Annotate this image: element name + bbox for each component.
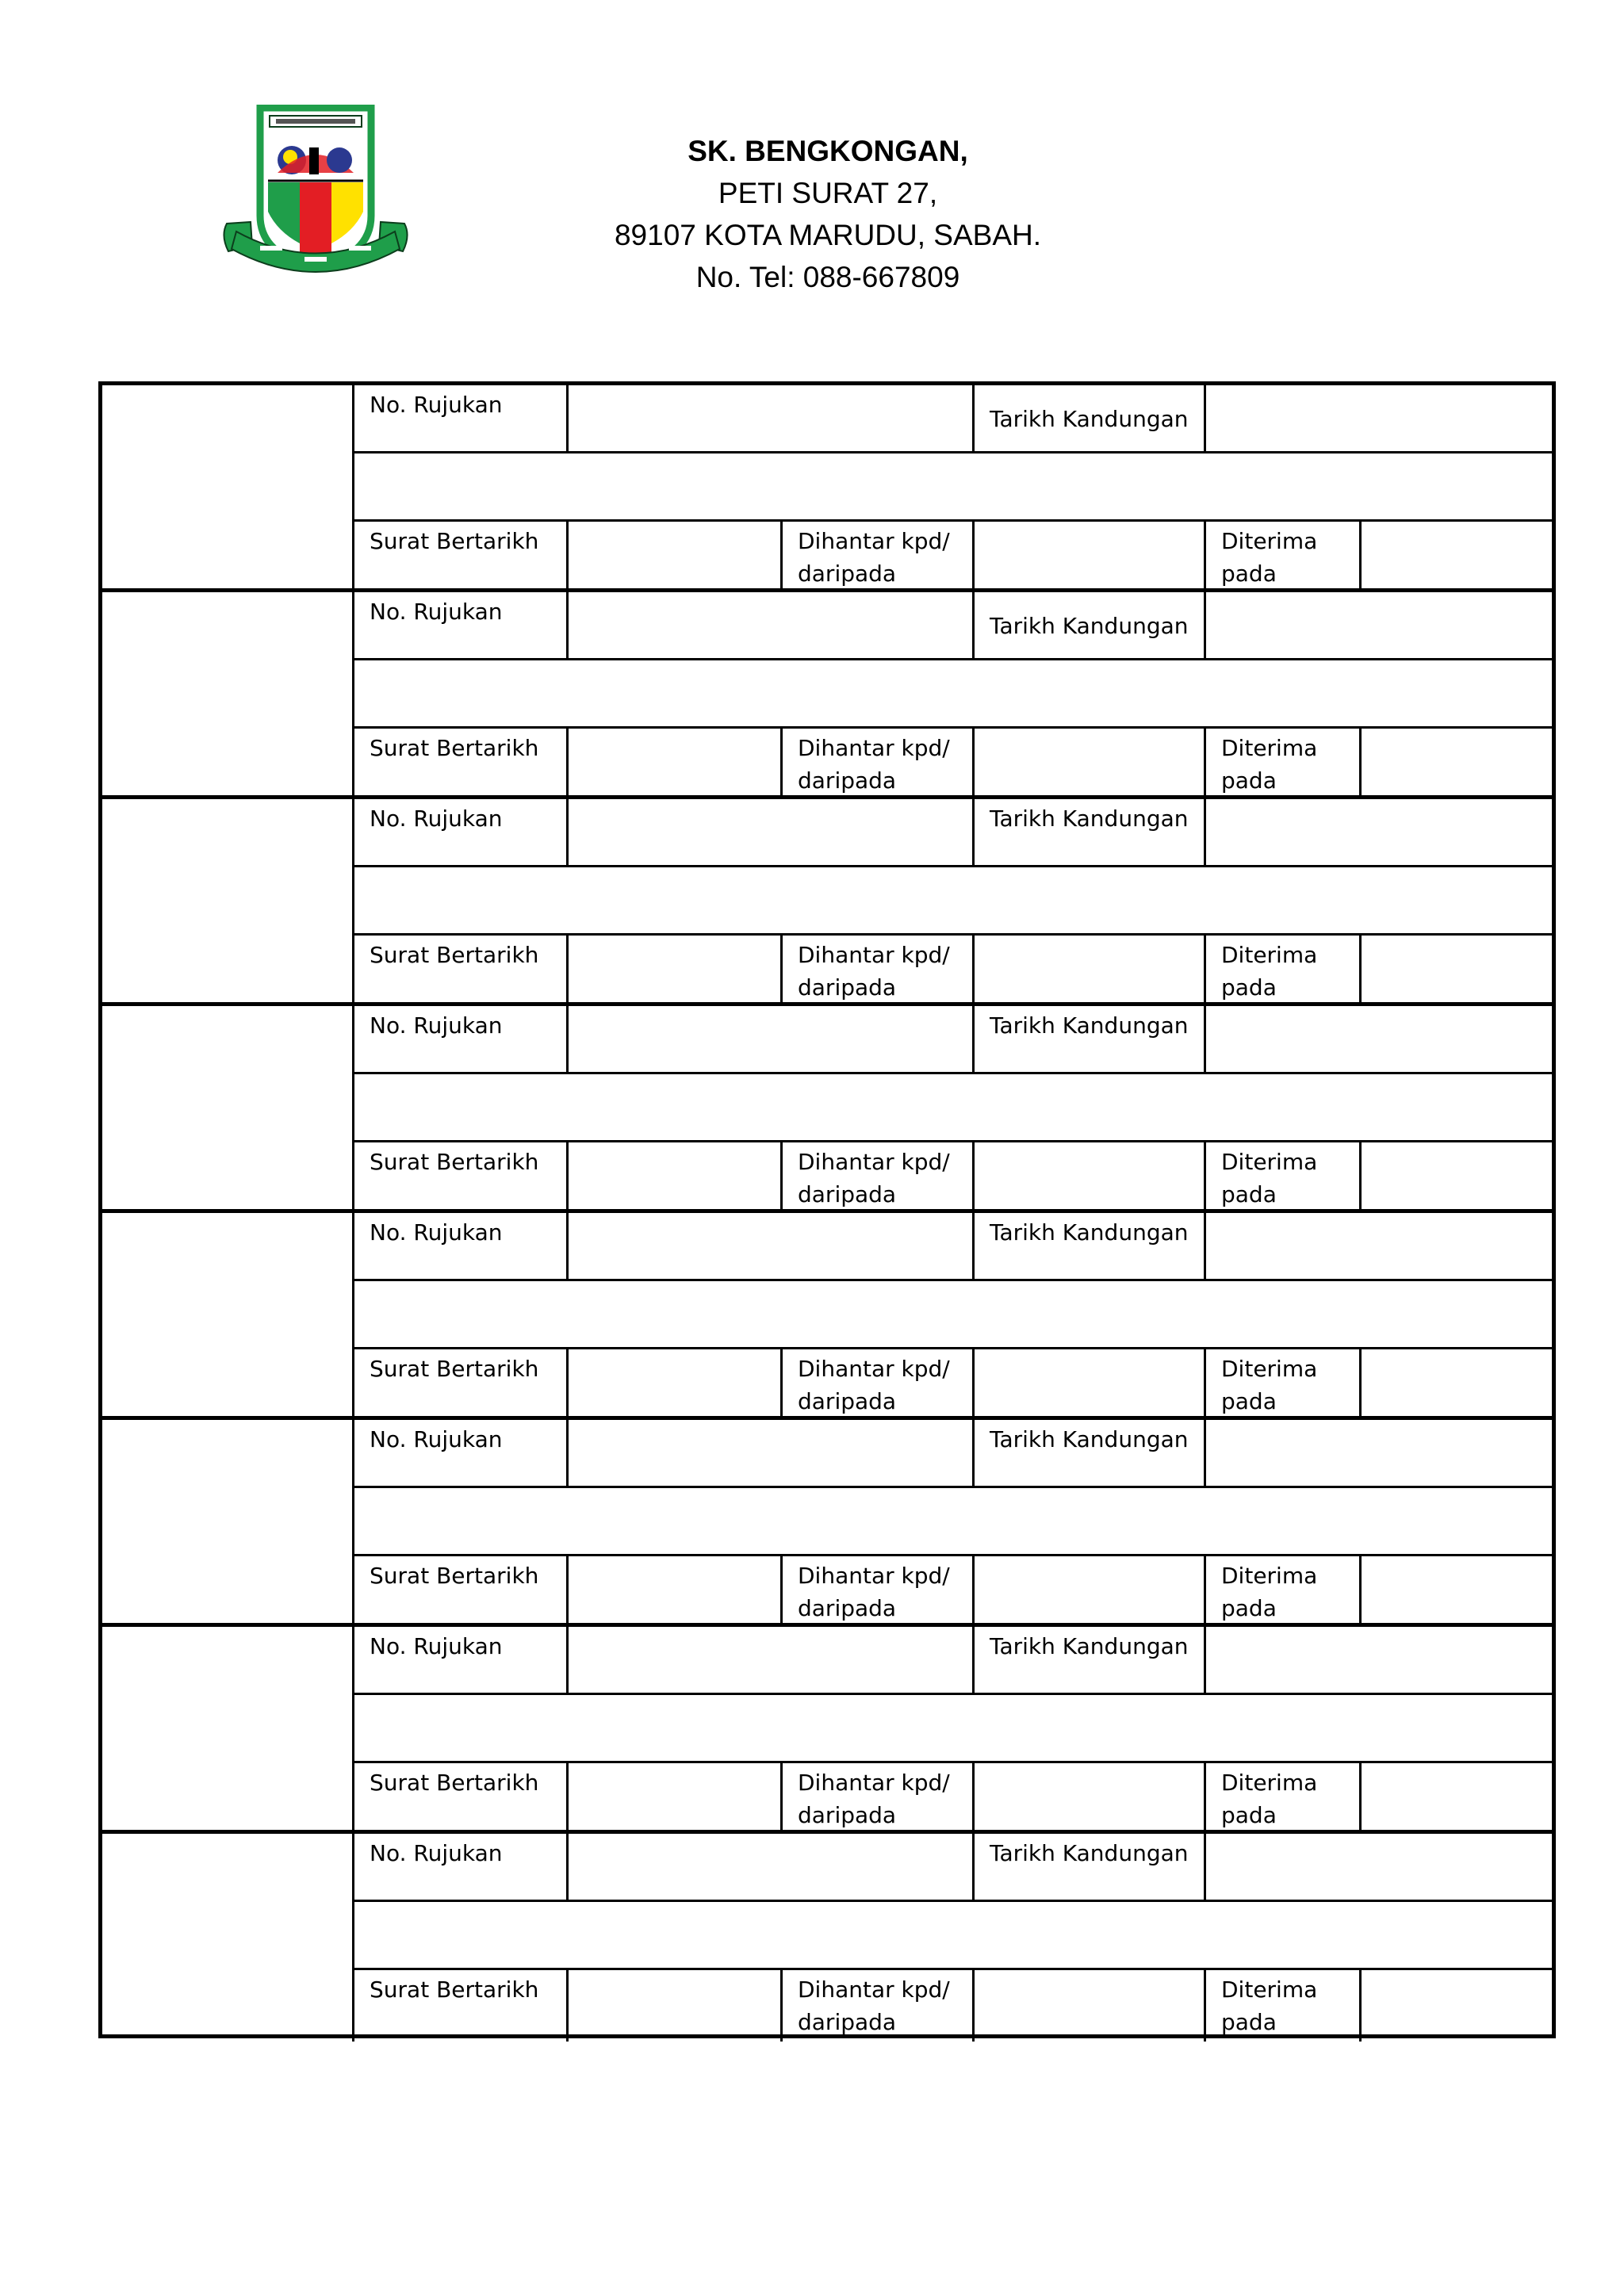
received-label-line2: pada (1221, 1802, 1277, 1828)
sent-to-value (975, 729, 1204, 732)
content-date-label-cell (975, 1834, 1206, 1902)
letter-dated-label-cell (354, 936, 569, 1002)
sent-to-label (783, 936, 972, 1004)
received-on-value (1362, 729, 1552, 732)
letter-dated-label: Surat Bertarikh (370, 1563, 539, 1589)
sent-to-label-line1: Dihantar kpd/ (798, 942, 950, 968)
received-label (1206, 522, 1359, 590)
ref-no-label: No. Rujukan (370, 1219, 503, 1246)
ref-no-label: No. Rujukan (370, 392, 503, 418)
ref-no-field[interactable] (569, 799, 975, 867)
received-on-field[interactable] (1362, 1556, 1552, 1623)
sent-to-field[interactable] (975, 1970, 1206, 2042)
sent-to-label (783, 1970, 972, 2038)
ref-no-value (569, 1627, 972, 1630)
ref-no-label-cell (354, 592, 569, 660)
sent-to-value (975, 1970, 1204, 1973)
content-date-field[interactable] (1206, 1834, 1552, 1902)
letter-dated-label: Surat Bertarikh (370, 735, 539, 761)
subject-field[interactable] (354, 660, 1552, 729)
sent-to-label-line2: daripada (798, 1802, 897, 1828)
sent-to-label-cell (783, 1142, 975, 1209)
sent-to-label (783, 729, 972, 797)
sent-to-value (975, 1349, 1204, 1353)
received-label-line1: Diterima (1221, 1770, 1318, 1796)
letter-dated-label-cell (354, 729, 569, 795)
sent-to-label-line2: daripada (798, 767, 897, 794)
content-date-label-cell (975, 385, 1206, 453)
entry-side-cell[interactable] (102, 1006, 354, 1209)
content-date-field[interactable] (1206, 1627, 1552, 1695)
ref-no-label: No. Rujukan (370, 1633, 503, 1659)
register-entry (102, 385, 1552, 592)
content-date-label: Tarikh Kandungan (990, 1633, 1189, 1659)
register-entry (102, 1627, 1552, 1834)
ref-no-field[interactable] (569, 1627, 975, 1695)
sent-to-label-line2: daripada (798, 2009, 897, 2035)
content-date-label-cell (975, 1006, 1206, 1074)
sent-to-label-cell (783, 1970, 975, 2042)
received-label-line1: Diterima (1221, 1976, 1318, 2003)
sent-to-value (975, 1142, 1204, 1146)
received-on-field[interactable] (1362, 729, 1552, 795)
letter-dated-label-cell (354, 522, 569, 588)
letter-dated-value (569, 1970, 780, 1973)
sent-to-label-line2: daripada (798, 974, 897, 1001)
received-label-line2: pada (1221, 1181, 1277, 1207)
letter-dated-field[interactable] (569, 729, 783, 795)
received-on-value (1362, 936, 1552, 939)
received-on-value (1362, 1763, 1552, 1766)
content-date-field[interactable] (1206, 592, 1552, 660)
letter-dated-label: Surat Bertarikh (370, 528, 539, 554)
sent-to-label (783, 1763, 972, 1831)
letter-dated-label: Surat Bertarikh (370, 1770, 539, 1796)
received-label-line2: pada (1221, 1595, 1277, 1621)
sent-to-label (783, 1349, 972, 1418)
letter-dated-label-cell (354, 1763, 569, 1830)
letter-dated-value (569, 936, 780, 939)
subject-field[interactable] (354, 1902, 1552, 1970)
received-label (1206, 1970, 1359, 2038)
ref-no-field[interactable] (569, 592, 975, 660)
sent-to-label (783, 522, 972, 590)
received-on-value (1362, 522, 1552, 525)
entry-side-cell[interactable] (102, 1834, 354, 2042)
sent-to-value (975, 522, 1204, 525)
content-date-field[interactable] (1206, 1420, 1552, 1488)
content-date-value (1206, 385, 1552, 388)
sent-to-label-line2: daripada (798, 1595, 897, 1621)
received-on-value (1362, 1556, 1552, 1559)
school-name: SK. BENGKONGAN, (688, 135, 968, 167)
letter-dated-label-cell (354, 1349, 569, 1416)
content-date-label: Tarikh Kandungan (990, 1012, 1189, 1039)
letter-dated-label-cell (354, 1142, 569, 1209)
content-date-label-cell (975, 799, 1206, 867)
content-date-label-cell (975, 592, 1206, 660)
received-on-value (1362, 1970, 1552, 1973)
entry-side-cell[interactable] (102, 385, 354, 588)
content-date-value (1206, 1834, 1552, 1837)
sent-to-label-cell (783, 1349, 975, 1416)
subject-value (354, 1281, 1552, 1284)
letterhead (511, 130, 1145, 298)
content-date-label: Tarikh Kandungan (990, 406, 1189, 432)
content-date-field[interactable] (1206, 1006, 1552, 1074)
sent-to-label-cell (783, 1556, 975, 1623)
sent-to-label-line2: daripada (798, 561, 897, 587)
received-label (1206, 1349, 1359, 1418)
entry-side-cell[interactable] (102, 1213, 354, 1416)
received-label-cell (1206, 1970, 1362, 2042)
received-label-line1: Diterima (1221, 942, 1318, 968)
content-date-field[interactable] (1206, 799, 1552, 867)
content-date-label: Tarikh Kandungan (990, 1219, 1189, 1246)
content-date-field[interactable] (1206, 385, 1552, 453)
content-date-value (1206, 1627, 1552, 1630)
received-label-cell (1206, 729, 1362, 795)
content-date-label-cell (975, 1420, 1206, 1488)
sent-to-value (975, 1763, 1204, 1766)
register-entry (102, 799, 1552, 1006)
sent-to-label (783, 1556, 972, 1624)
received-label-cell (1206, 1556, 1362, 1623)
ref-no-label-cell (354, 1006, 569, 1074)
received-label-line1: Diterima (1221, 1149, 1318, 1175)
sent-to-label-cell (783, 936, 975, 1002)
content-date-label-cell (975, 1627, 1206, 1695)
sent-to-label-line2: daripada (798, 1388, 897, 1414)
subject-value (354, 867, 1552, 871)
sent-to-label-line1: Dihantar kpd/ (798, 1976, 950, 2003)
letter-dated-label-cell (354, 1970, 569, 2042)
received-label-line2: pada (1221, 767, 1277, 794)
received-label (1206, 936, 1359, 1004)
school-crest-icon (220, 105, 411, 295)
letter-dated-value (569, 522, 780, 525)
entry-side-cell[interactable] (102, 1627, 354, 1830)
subject-value (354, 1074, 1552, 1077)
letter-dated-field[interactable] (569, 1142, 783, 1209)
ref-no-value (569, 1834, 972, 1837)
ref-no-field[interactable] (569, 385, 975, 453)
sent-to-field[interactable] (975, 1142, 1206, 1209)
subject-value (354, 453, 1552, 457)
subject-field[interactable] (354, 1488, 1552, 1556)
received-on-field[interactable] (1362, 1763, 1552, 1830)
ref-no-label-cell (354, 1627, 569, 1695)
received-label-cell (1206, 1763, 1362, 1830)
entry-side-cell[interactable] (102, 1420, 354, 1623)
content-date-value (1206, 1420, 1552, 1423)
sent-to-label-cell (783, 522, 975, 588)
sent-to-label-line1: Dihantar kpd/ (798, 528, 950, 554)
received-on-value (1362, 1349, 1552, 1353)
subject-field[interactable] (354, 1695, 1552, 1763)
content-date-label: Tarikh Kandungan (990, 613, 1189, 639)
content-date-value (1206, 592, 1552, 595)
received-label-line2: pada (1221, 561, 1277, 587)
register-entry (102, 1834, 1552, 2042)
subject-value (354, 1902, 1552, 1905)
ref-no-label-cell (354, 385, 569, 453)
received-on-value (1362, 1142, 1552, 1146)
content-date-label-cell (975, 1213, 1206, 1281)
sent-to-label-line1: Dihantar kpd/ (798, 1770, 950, 1796)
address-line-2: 89107 KOTA MARUDU, SABAH. (614, 219, 1042, 251)
entry-side-cell[interactable] (102, 799, 354, 1002)
content-date-label: Tarikh Kandungan (990, 1426, 1189, 1452)
letter-dated-label: Surat Bertarikh (370, 1976, 539, 2003)
sent-to-label-line1: Dihantar kpd/ (798, 1149, 950, 1175)
letter-dated-value (569, 729, 780, 732)
letter-dated-value (569, 1142, 780, 1146)
sent-to-label-line1: Dihantar kpd/ (798, 735, 950, 761)
subject-value (354, 1488, 1552, 1491)
received-label-cell (1206, 1142, 1362, 1209)
phone-number: No. Tel: 088-667809 (695, 261, 960, 293)
received-label-line2: pada (1221, 974, 1277, 1001)
content-date-field[interactable] (1206, 1213, 1552, 1281)
sent-to-field[interactable] (975, 1349, 1206, 1416)
register-entry (102, 592, 1552, 799)
ref-no-label: No. Rujukan (370, 806, 503, 832)
letter-dated-field[interactable] (569, 1349, 783, 1416)
received-label-line1: Diterima (1221, 1356, 1318, 1382)
ref-no-label: No. Rujukan (370, 1840, 503, 1866)
ref-no-label-cell (354, 1420, 569, 1488)
sent-to-field[interactable] (975, 1556, 1206, 1623)
letter-dated-field[interactable] (569, 936, 783, 1002)
letter-dated-value (569, 1763, 780, 1766)
subject-field[interactable] (354, 1074, 1552, 1142)
subject-field[interactable] (354, 1281, 1552, 1349)
received-label-line2: pada (1221, 1388, 1277, 1414)
ref-no-field[interactable] (569, 1006, 975, 1074)
sent-to-value (975, 936, 1204, 939)
letter-dated-label: Surat Bertarikh (370, 1356, 539, 1382)
letter-dated-field[interactable] (569, 1763, 783, 1830)
ref-no-field[interactable] (569, 1834, 975, 1902)
received-on-field[interactable] (1362, 1970, 1552, 2042)
letter-dated-value (569, 1349, 780, 1353)
subject-value (354, 660, 1552, 664)
content-date-label: Tarikh Kandungan (990, 806, 1189, 832)
ref-no-value (569, 1213, 972, 1216)
register-entry (102, 1213, 1552, 1420)
received-label-cell (1206, 1349, 1362, 1416)
subject-value (354, 1695, 1552, 1698)
register-entry (102, 1006, 1552, 1213)
received-label (1206, 1556, 1359, 1624)
received-label-line1: Diterima (1221, 528, 1318, 554)
ref-no-label: No. Rujukan (370, 1426, 503, 1452)
sent-to-field[interactable] (975, 1763, 1206, 1830)
sent-to-label (783, 1142, 972, 1211)
letter-dated-value (569, 1556, 780, 1559)
sent-to-field[interactable] (975, 936, 1206, 1002)
received-on-field[interactable] (1362, 936, 1552, 1002)
received-on-field[interactable] (1362, 1349, 1552, 1416)
address-line-1: PETI SURAT 27, (718, 177, 938, 209)
ref-no-value (569, 1006, 972, 1009)
ref-no-label: No. Rujukan (370, 1012, 503, 1039)
sent-to-label-line1: Dihantar kpd/ (798, 1356, 950, 1382)
ref-no-label-cell (354, 1834, 569, 1902)
received-label (1206, 1142, 1359, 1211)
ref-no-value (569, 592, 972, 595)
received-label-line1: Diterima (1221, 1563, 1318, 1589)
ref-no-value (569, 385, 972, 388)
letter-dated-field[interactable] (569, 1970, 783, 2042)
ref-no-label-cell (354, 799, 569, 867)
correspondence-register (98, 381, 1556, 2038)
letter-dated-label: Surat Bertarikh (370, 942, 539, 968)
ref-no-value (569, 1420, 972, 1423)
ref-no-label-cell (354, 1213, 569, 1281)
sent-to-field[interactable] (975, 729, 1206, 795)
content-date-value (1206, 799, 1552, 802)
entry-side-cell[interactable] (102, 592, 354, 795)
sent-to-label-line1: Dihantar kpd/ (798, 1563, 950, 1589)
letter-dated-field[interactable] (569, 522, 783, 588)
letter-dated-label: Surat Bertarikh (370, 1149, 539, 1175)
letter-dated-field[interactable] (569, 1556, 783, 1623)
received-label-line2: pada (1221, 2009, 1277, 2035)
sent-to-label-cell (783, 1763, 975, 1830)
received-on-field[interactable] (1362, 522, 1552, 588)
received-label (1206, 729, 1359, 797)
received-label-line1: Diterima (1221, 735, 1318, 761)
ref-no-field[interactable] (569, 1213, 975, 1281)
register-entry (102, 1420, 1552, 1627)
content-date-value (1206, 1213, 1552, 1216)
subject-field[interactable] (354, 867, 1552, 936)
ref-no-label: No. Rujukan (370, 599, 503, 625)
received-label-cell (1206, 936, 1362, 1002)
sent-to-label-line2: daripada (798, 1181, 897, 1207)
subject-field[interactable] (354, 453, 1552, 522)
ref-no-field[interactable] (569, 1420, 975, 1488)
letter-dated-label-cell (354, 1556, 569, 1623)
received-label (1206, 1763, 1359, 1831)
received-on-field[interactable] (1362, 1142, 1552, 1209)
content-date-value (1206, 1006, 1552, 1009)
content-date-label: Tarikh Kandungan (990, 1840, 1189, 1866)
ref-no-value (569, 799, 972, 802)
sent-to-value (975, 1556, 1204, 1559)
sent-to-label-cell (783, 729, 975, 795)
received-label-cell (1206, 522, 1362, 588)
sent-to-field[interactable] (975, 522, 1206, 588)
